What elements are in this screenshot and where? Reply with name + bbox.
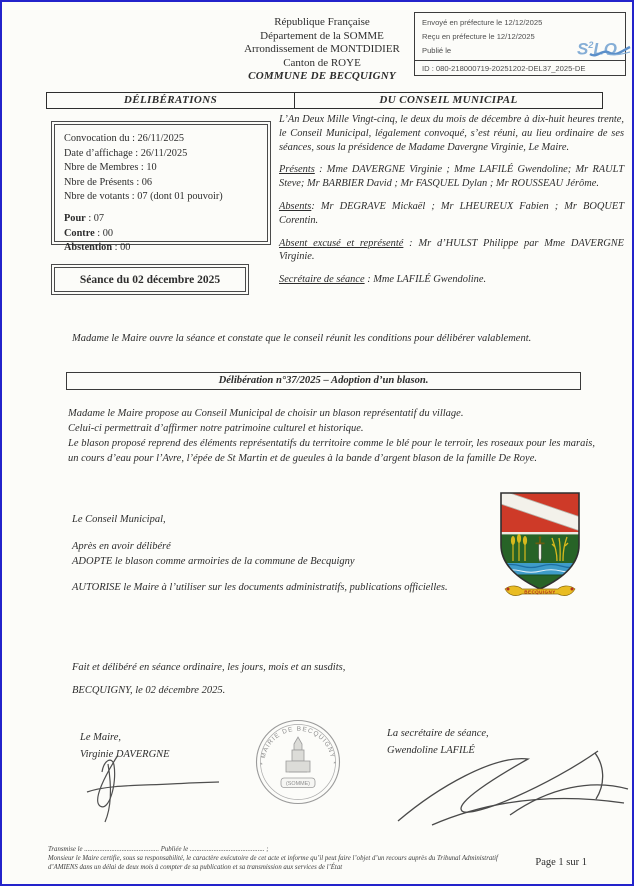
header-canton: Canton de ROYE [283,56,361,69]
stamp-somme-text: (SOMME) [286,781,310,787]
presents-text: : Mme DAVERGNE Virginie ; Mme LAFILÉ Gwendoline; Mr RAULT Steve; Mr BARBIER David ; Mr FASQUEL Dylan ; Mr ROUSSEAU Jérôme. [279,164,624,190]
s2lo-swoosh-icon [589,45,631,61]
vote-pour-value: : 07 [85,212,105,224]
blason-coat-of-arms [495,489,585,601]
opening-statement: Madame le Maire ouvre la séance et constate que le conseil réunit les conditions pour délibérer valablement. [72,333,532,344]
vote-abstention-label: Abstention [64,242,113,254]
autorise-line: AUTORISE le Maire à l’utiliser sur les documents administratifs, publications officielles. [72,582,448,593]
header-departement: Département de la SOMME [260,29,384,42]
vote-contre-label: Contre [64,227,95,239]
vote-abstention-value: : 00 [112,242,131,254]
stamp-arc-text: * MAIRIE DE BECQUIGNY * [259,725,337,766]
header-arrondissement: Arrondissement de MONTDIDIER [244,43,400,55]
mayor-title: Le Maire, [80,732,122,743]
secretary-label: Secrétaire de séance [279,274,365,286]
after-deliberation-line: Après en avoir délibéré [72,541,171,552]
footer-transmise-line: Transmise le ............................................ Publiée le ............................................ ; [48,846,269,853]
page-number: Page 1 sur 1 [535,857,587,868]
footer-certify-line-1: Monsieur le Maire certifie, sous sa responsabilité, le caractère exécutoire de cet acte et informe qu’il peut faire l’objet d’un recours auprès du Tribunal Administratif [48,854,498,862]
session-column [279,113,624,296]
affichage-date: Date d’affichage : 26/11/2025 [64,147,188,159]
convocation-date: Convocation du : 26/11/2025 [64,133,185,144]
seance-date: Séance du 02 décembre 2025 [79,273,221,286]
session-opening-paragraph: L’An Deux Mille Vingt-cinq, le deux du mois de décembre à dix-huit heures trente, le Conseil Municipal, légalement convoqué, s’est réuni, au lieu ordinaire de ses séances, sous la présidence de Madame Davergne Virginie, Le Maire. [279,114,624,153]
s2lo-logo-sup: 2 [588,40,594,50]
vote-abstention [64,241,258,256]
deliberation-body [68,406,595,466]
secretary-signature [390,735,632,833]
title-bar [46,92,603,109]
absents-paragraph [279,200,624,228]
excused-paragraph [279,237,624,265]
council-line: Le Conseil Municipal, [72,514,166,525]
nbre-votants: Nbre de votants : 07 (dont 01 pouvoir) [64,191,223,203]
stamp-tower-icon [286,737,310,772]
convocation-box [51,121,271,254]
s2lo-logo-s: S [577,39,589,59]
nbre-presents: Nbre de Présents : 06 [64,176,153,188]
vote-contre [64,227,258,242]
adopte-line: ADOPTE le blason comme armoiries de la commune de Becquigny [72,556,355,567]
prefecture-stamp-box [414,12,626,76]
secretary-paragraph [279,273,624,287]
vote-pour-label: Pour [64,212,86,224]
prefecture-received-line: Reçu en préfecture le 12/12/2025 [422,32,535,41]
blason-banner-text: BECQUIGNY [524,589,556,595]
nbre-membres: Nbre de Membres : 10 [64,162,157,174]
secretary-name: Gwendoline LAFILÉ [387,745,475,756]
title-bar-deliberations: DÉLIBÉRATIONS [47,93,295,108]
seance-date-box [51,264,249,295]
footer-certify-line-2: d’AMIENS dans un délai de deux mois à compter de sa publication et sa transmission aux services de l’État [48,863,343,871]
closing-line-2: BECQUIGNY, le 02 décembre 2025. [72,685,226,696]
prefecture-published-line: Publié le [422,46,452,55]
closing-line-1: Fait et délibéré en séance ordinaire, les jours, mois et an susdits, [72,662,346,673]
excused-label: Absent excusé et représenté [279,237,404,249]
header-republique: République Française [274,16,370,28]
presents-label: Présents [279,164,315,176]
prefecture-sent-line: Envoyé en préfecture le 12/12/2025 [422,18,543,27]
deliberation-para-3: Le blason proposé reprend des éléments représentatifs du territoire comme le blé pour le terroir, les roseaux pour les marais, un cours d’eau pour l’Avre, l’épée de St Martin et de gueules à la bande d’argent blason de la famille De Roye. [68,438,595,464]
vote-pour [64,212,258,227]
prefecture-id-line: ID : 080-218000719-20251202-DEL37_2025-DE [415,60,625,73]
deliberation-para-1: Madame le Maire propose au Conseil Municipal de choisir un blason représentatif du village. [68,408,464,419]
header-commune: COMMUNE DE BECQUIGNY [248,70,396,82]
deliberation-para-2: Celui-ci permettrait d’affirmer notre patrimoine culturel et historique. [68,423,364,434]
excused-text: : Mr d’HULST Philippe par Mme DAVERGNE Virginie. [279,237,624,263]
vote-results [64,212,258,256]
presents-paragraph [279,163,624,191]
s2lo-logo-lo: LO [593,39,617,59]
title-bar-conseil: DU CONSEIL MUNICIPAL [379,94,518,106]
mairie-stamp [254,718,342,806]
secretary-text: : Mme LAFILÉ Gwendoline. [364,274,487,286]
deliberation-title-bar: Délibération n°37/2025 – Adoption d’un blason. [66,372,581,390]
absents-label: Absents [279,200,312,212]
secretary-title: La secrétaire de séance, [387,728,489,739]
blason-image [495,489,585,606]
mayor-signature [84,752,244,824]
vote-contre-value: : 00 [94,227,114,239]
absents-text: : Mr DEGRAVE Mickaël ; Mr LHEUREUX Fabien ; Mr BOQUET Corentin. [279,200,624,226]
mayor-name: Virginie DAVERGNE [80,749,170,760]
